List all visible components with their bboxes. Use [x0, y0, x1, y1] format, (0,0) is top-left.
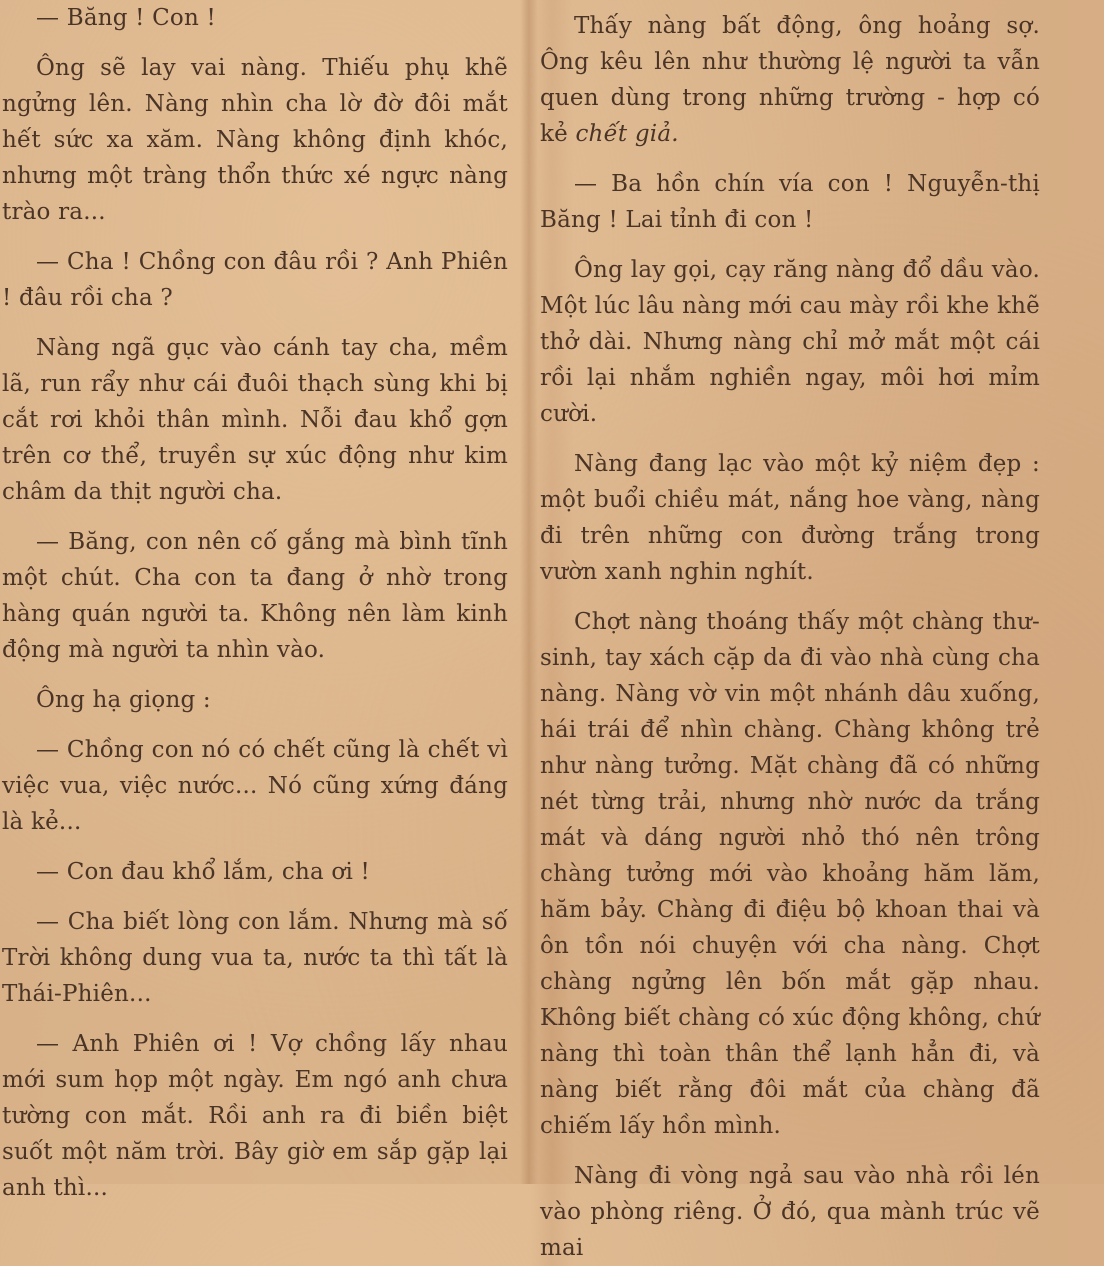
paragraph: — Ba hồn chín vía con ! Nguyễn-thị Băng ! Lai tỉnh đi con !	[540, 171, 1040, 233]
left-text-column	[2, 0, 508, 1206]
paragraph: Nàng đi vòng ngả sau vào nhà rồi lén vào phòng riêng. Ở đó, qua mành trúc vẽ mai	[540, 1163, 1040, 1261]
italic-phrase: chết giả.	[575, 121, 679, 147]
paragraph: Nàng đang lạc vào một kỷ niệm đẹp : một buổi chiều mát, nắng hoe vàng, nàng đi trên những con đường trắng trong vườn xanh nghin nghít.	[540, 451, 1040, 585]
page-fold-shadow	[520, 0, 538, 1184]
paragraph: — Anh Phiên ơi ! Vợ chồng lấy nhau mới sum họp một ngày. Em ngó anh chưa tường con mắt. Rồi anh ra đi biền biệt suốt một năm trời. Bây giờ em sắp gặp lại anh thì...	[2, 1031, 508, 1201]
right-text-column	[540, 8, 1040, 1266]
paragraph: — Băng, con nên cố gắng mà bình tĩnh một chút. Cha con ta đang ở nhờ trong hàng quán người ta. Không nên làm kinh động mà người ta nhìn vào.	[2, 529, 508, 663]
paragraph: Ông hạ giọng :	[36, 687, 211, 713]
paragraph: Chợt nàng thoáng thấy một chàng thư-sinh, tay xách cặp da đi vào nhà cùng cha nàng. Nàng vờ vin một nhánh dâu xuống, hái trái để nhìn chàng. Chàng không trẻ như nàng tưởng. Mặt chàng đã có những nét từng trải, nhưng nhờ nước da trắng mát và dáng người nhỏ thó nên trông chàng tưởng mới vào khoảng hăm lăm, hăm bảy. Chàng đi điệu bộ khoan thai và ôn tồn nói chuyện với cha nàng. Chợt chàng ngửng lên bốn mắt gặp nhau. Không biết chàng có xúc động không, chứ nàng thì toàn thân thể lạnh hẳn đi, và nàng biết rằng đôi mắt của chàng đã chiếm lấy hồn mình.	[540, 609, 1040, 1139]
paragraph	[540, 8, 1040, 152]
paragraph: Nàng ngã gục vào cánh tay cha, mềm lã, run rẩy như cái đuôi thạch sùng khi bị cắt rơi khỏi thân mình. Nỗi đau khổ gợn trên cơ thể, truyền sự xúc động như kim châm da thịt người cha.	[2, 335, 508, 505]
paragraph-text: Thấy nàng bất động, ông hoảng sợ. Ông kêu lên như thường lệ người ta vẫn quen dùng trong những trường - hợp có kẻ	[540, 13, 1040, 147]
paragraph: — Cha biết lòng con lắm. Nhưng mà số Trời không dung vua ta, nước ta thì tất là Thái-Phiên...	[2, 909, 508, 1007]
paragraph: — Cha ! Chồng con đâu rồi ? Anh Phiên ! đâu rồi cha ?	[2, 249, 508, 311]
paragraph: — Chồng con nó có chết cũng là chết vì việc vua, việc nước... Nó cũng xứng đáng là kẻ...	[2, 737, 508, 835]
paragraph: Ông sẽ lay vai nàng. Thiếu phụ khẽ ngửng lên. Nàng nhìn cha lờ đờ đôi mắt hết sức xa xăm. Nàng không định khóc, nhưng một tràng thổn thức xé ngực nàng trào ra...	[2, 55, 508, 225]
paragraph: — Con đau khổ lắm, cha ơi !	[36, 859, 370, 885]
paragraph: — Băng ! Con !	[36, 5, 216, 31]
paragraph: Ông lay gọi, cạy răng nàng đổ dầu vào. Một lúc lâu nàng mới cau mày rồi khe khẽ thở dài. Nhưng nàng chỉ mở mắt một cái rồi lại nhắm nghiền ngay, môi hơi mỉm cười.	[540, 257, 1040, 427]
